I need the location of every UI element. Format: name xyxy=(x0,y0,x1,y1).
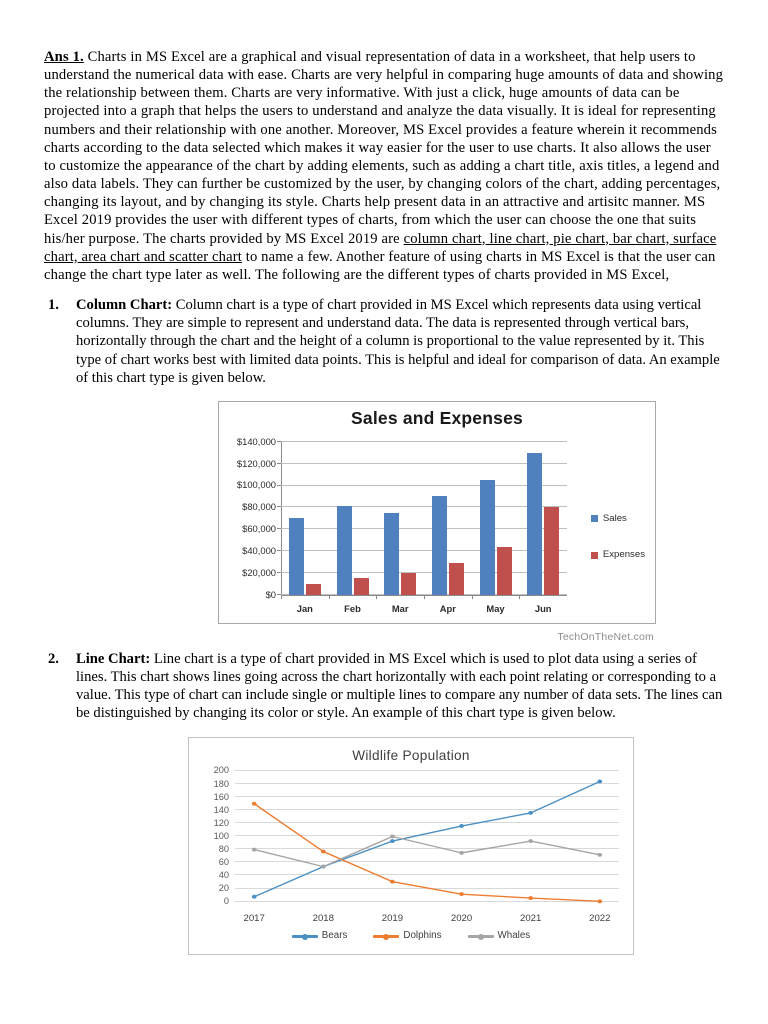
x-axis-tick xyxy=(424,595,425,599)
y-axis-label: 180 xyxy=(213,778,229,789)
x-axis-tick xyxy=(329,595,330,599)
column-chart-legend xyxy=(591,510,645,582)
x-axis-label: 2020 xyxy=(450,912,473,924)
list-marker: 1. xyxy=(48,297,59,314)
column-chart-plot-area xyxy=(236,435,567,614)
y-axis-label: 0 xyxy=(223,896,229,907)
x-axis-tick xyxy=(519,595,520,599)
line-series-whales xyxy=(254,836,600,866)
data-point-bears xyxy=(459,824,464,828)
legend-label: Whales xyxy=(497,930,531,942)
x-axis-tick xyxy=(472,595,473,599)
data-point-bears xyxy=(252,894,257,898)
x-axis-label: May xyxy=(486,602,505,614)
bar-expenses xyxy=(497,547,512,595)
legend-label: Bears xyxy=(321,930,348,942)
legend-line-icon xyxy=(292,932,318,941)
bar-sales xyxy=(527,453,542,595)
data-point-bears xyxy=(528,811,533,815)
bar-expenses xyxy=(306,584,321,595)
bar-sales xyxy=(480,480,495,595)
x-axis-label: 2017 xyxy=(243,912,265,924)
intro-paragraph xyxy=(44,48,726,284)
y-axis-label: 40 xyxy=(218,870,229,881)
y-axis-label: 100 xyxy=(213,831,229,842)
y-axis-label: 120 xyxy=(213,817,229,828)
x-axis-label: Feb xyxy=(344,602,361,614)
line-chart-series-svg xyxy=(235,771,619,902)
legend-line-icon xyxy=(373,932,399,941)
bar-expenses xyxy=(449,563,464,595)
legend-swatch-icon xyxy=(591,515,598,522)
y-axis-label: 60 xyxy=(218,857,229,868)
chart-type-list xyxy=(44,296,726,955)
data-point-dolphins xyxy=(528,896,533,900)
legend-item xyxy=(292,927,348,945)
bar-expenses xyxy=(544,507,559,594)
line-chart-figure xyxy=(188,737,634,955)
list-item-line-chart xyxy=(44,650,726,955)
y-axis-label: $120,000 xyxy=(236,457,276,469)
bar-group xyxy=(472,442,520,614)
legend-label: Expenses xyxy=(602,548,645,560)
x-axis-label: 2018 xyxy=(312,912,334,924)
data-point-whales xyxy=(597,852,602,856)
data-point-dolphins xyxy=(459,892,464,896)
data-point-whales xyxy=(252,847,257,851)
answer-label: Ans 1. xyxy=(44,49,84,65)
list-item-body: Column chart is a type of chart provided in MS Excel which represents data using vertical columns. They are simple to represent and understand data. The data is represented through vertical bars, horizontally through the chart and the height of a column is proportional to the value represented by it. This type of chart works best with limited data points. This is helpful and ideal for comparison of data. An example of this chart type is given below. xyxy=(76,297,720,386)
x-axis-tick xyxy=(281,595,282,599)
legend-item xyxy=(468,927,531,945)
y-axis-label: 80 xyxy=(218,844,229,855)
intro-run: Charts in MS Excel are a graphical and visual representation of data in a worksheet, that help users to understand the numerical data with ease. Charts are very helpful in comparing huge amounts of data and showing the relationship between them. Charts are very informative. With just a click, huge amounts of data can be projected into a graph that helps the users to understand and analyze the data visually. It is ideal for representing numbers and their relationship with one another. Moreover, MS Excel provides a feature wherein it recommends charts according to the data selected which makes it way easier for the user to use charts. It also allows the user to customize the appearance of the chart by adding elements, such as adding a chart title, axis titles, a legend and also data labels. They can further be customized by the user, by changing colors of the chart, adding percentages, changing its layout, and by changing its style. Charts help present data in an attractive and artisitc manner. MS Excel 2019 provides the user with different types of charts, from which the user can choose the one that suits his/her purpose. The charts provided by MS Excel 2019 are xyxy=(44,49,724,247)
line-chart xyxy=(188,737,634,955)
column-chart-watermark: TechOnTheNet.com xyxy=(557,630,654,643)
column-chart-figure xyxy=(218,401,656,646)
data-point-bears xyxy=(390,839,395,843)
y-axis-label: $100,000 xyxy=(236,479,276,491)
y-axis-label: $60,000 xyxy=(242,523,276,535)
data-point-dolphins xyxy=(321,849,326,853)
y-axis-label: $40,000 xyxy=(242,545,276,557)
bar-group xyxy=(329,442,377,614)
intro-underlined-run: column chart, line chart, pie chart, bar chart, surface chart, area chart and scatter chart xyxy=(44,230,717,265)
data-point-whales xyxy=(459,851,464,855)
column-chart xyxy=(218,401,656,624)
legend-item xyxy=(591,546,645,564)
list-marker: 2. xyxy=(48,650,59,667)
y-axis-label: $80,000 xyxy=(242,501,276,513)
x-axis-label: 2019 xyxy=(381,912,404,924)
bar-group xyxy=(519,442,567,614)
y-axis-label: $140,000 xyxy=(236,435,276,447)
x-axis-tick xyxy=(376,595,377,599)
x-axis-label: 2022 xyxy=(589,912,611,924)
y-axis-label: 140 xyxy=(213,804,229,815)
bar-expenses xyxy=(354,578,369,594)
legend-item xyxy=(591,510,645,528)
data-point-whales xyxy=(321,864,326,868)
intro-run: to name a few. Another feature of using charts in MS Excel is that the user can change the chart type later as well. The following are the different types of charts provided in MS Excel, xyxy=(44,248,716,283)
legend-label: Sales xyxy=(602,512,627,524)
legend-item xyxy=(373,927,441,945)
bar-sales xyxy=(432,496,447,594)
bar-group xyxy=(376,442,424,614)
data-point-bears xyxy=(597,779,602,783)
y-axis-label: $0 xyxy=(265,588,276,600)
list-item-title: Line Chart: xyxy=(76,650,151,667)
legend-label: Dolphins xyxy=(403,930,442,942)
data-point-dolphins xyxy=(390,879,395,883)
y-axis-label: 20 xyxy=(218,883,229,894)
column-chart-bar-groups xyxy=(281,442,567,614)
line-series-dolphins xyxy=(254,803,600,901)
y-axis-label: 160 xyxy=(213,791,229,802)
list-item-title: Column Chart: xyxy=(76,297,173,314)
list-item-body: Line chart is a type of chart provided in MS Excel which is used to plot data using a series of lines. This chart shows lines going across the chart horizontally with each point relating or corresponding to a value. This type of chart can include single or multiple lines to compare any number of data sets. The lines can be distinguished by changing its color or style. An example of this chart type is given below. xyxy=(76,650,723,722)
list-item-column-chart xyxy=(44,296,726,646)
bar-group xyxy=(424,442,472,614)
bar-expenses xyxy=(401,573,416,595)
bar-group xyxy=(281,442,329,614)
data-point-dolphins xyxy=(252,801,257,805)
bar-sales xyxy=(337,506,352,595)
y-axis-label: 200 xyxy=(213,765,229,776)
x-axis-label: Mar xyxy=(391,602,409,614)
bar-sales xyxy=(384,513,399,595)
legend-line-icon xyxy=(468,932,494,941)
x-axis-label: 2021 xyxy=(520,912,542,924)
x-axis-label: Jun xyxy=(534,602,552,614)
column-chart-title: Sales and Expenses xyxy=(351,407,523,428)
line-chart-plot-area xyxy=(213,765,619,924)
x-axis-label: Jan xyxy=(296,602,313,614)
data-point-dolphins xyxy=(597,899,602,903)
bar-sales xyxy=(289,518,304,595)
intro-text xyxy=(44,49,723,283)
y-axis-label: $20,000 xyxy=(242,566,276,578)
legend-swatch-icon xyxy=(591,552,598,559)
line-chart-title: Wildlife Population xyxy=(352,747,470,763)
x-axis-label: Apr xyxy=(439,602,456,614)
data-point-whales xyxy=(528,839,533,843)
line-chart-legend xyxy=(189,927,633,945)
data-point-whales xyxy=(390,834,395,838)
